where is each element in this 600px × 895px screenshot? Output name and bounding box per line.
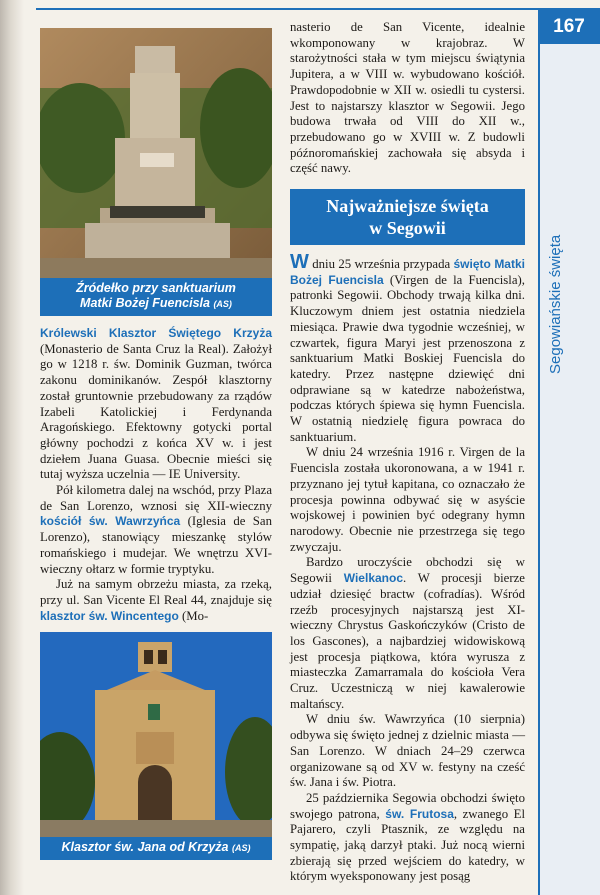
left-column <box>40 28 272 860</box>
fountain-image <box>40 28 272 278</box>
monastery-photo-caption <box>40 837 272 860</box>
san-frutos-paragraph <box>290 791 525 885</box>
side-section-label: Segowiańskie święta <box>547 234 564 374</box>
san-vicente-paragraph <box>40 577 272 624</box>
san-lorenzo-feast-paragraph: W dniu św. Wawrzyńca (10 sierpnia) odbywa się święto jednej z dzielnic miasta — San Lorenzo. W dniach 24–29 czerwca organizowane są od XV w. festyny na cześć św. Jana i św. Piotra. <box>290 712 525 790</box>
paragraph-text: . W procesji bierze udział dziesięć bractw (cofradías). Wśród rzeźb procesyjnych najstarszą jest XI-wieczny Chrystus Gaskończyków (Cristo de los Gascones), a najbardziej widowiskową jest procesja piątkowa, która wyrusza z miasteczka Zamarramala do kościoła Vera Cruz. Uczestniczą w niej kawalerowie maltańscy. <box>290 571 525 711</box>
side-tab <box>538 44 600 895</box>
paragraph-text: Pół kilometra dalej na wschód, przy Plaza de San Lorenzo, wznosi się XII-wieczny <box>40 483 272 513</box>
santa-cruz-paragraph <box>40 326 272 483</box>
paragraph-text: dniu 25 września przypada <box>308 257 454 272</box>
paragraph-text: Już na samym obrzeżu miasta, za rzeką, przy ul. San Vicente El Real 44, znajduje się <box>40 577 272 607</box>
paragraph-text: Bardzo uroczyście obchodzi się w Segowii <box>290 555 525 586</box>
paragraph-text: (Iglesia de San Lorenzo), stanowiący mieszankę stylów romańskiego i mudejar. We wnętrzu XVI-wieczny ołtarz w formie tryptyku. <box>40 514 272 576</box>
fountain-photo <box>40 28 272 278</box>
paragraph-text: , zwanego El Pajarero, czyli Ptasznik, ze względu na sympatię, jaką darzył ptaki. Już nocą wierni zbierają się przed wejściem do katedry, w którym wyeksponowany jest posąg <box>290 806 525 884</box>
drop-cap: W <box>290 251 309 274</box>
easter-link: Wielkanoc <box>343 571 403 586</box>
coronation-paragraph: W dniu 24 września 1916 r. Virgen de la Fuencisla została ukoronowana, a w 1941 r. przyznano jej tytuł kapitana, co oznaczało że procesja powinna odbywać się w asyście wojskowej i powinien być odegrany hymn narodowy. Obecnie nie przestrzega się tego zwyczaju. <box>290 445 525 554</box>
section-heading <box>290 189 525 245</box>
paragraph-text: (Mo- <box>178 608 209 623</box>
photo-credit: (AS) <box>231 843 251 854</box>
book-gutter <box>0 0 24 895</box>
fountain-photo-caption <box>40 278 272 316</box>
caption-line: Źródełko przy sanktuarium <box>76 281 236 295</box>
monastery-image <box>40 632 272 837</box>
san-lorenzo-paragraph <box>40 483 272 577</box>
caption-line: Klasztor św. Jana od Krzyża <box>61 840 229 855</box>
fuencisla-link: święto Matki Bożej Fuencisla <box>290 257 525 287</box>
san-lorenzo-link: kościół św. Wawrzyńca <box>40 514 181 529</box>
san-vicente-continued-paragraph: nasterio de San Vicente, idealnie wkomponowany w krajobraz. W starożytności stała w tym miejscu świątynia Jupitera, a w VIII w. wybudowano kościół. Prawdopodobnie w XII w. osiedli tu cystersi. Jest to najstarszy klasztor w Segowii. Jego budowa trwała od VIII do XII w., przebudowano go w XVIII w. Z budowli późnoromańskiej zachowała się absyda i część nawy. <box>290 20 525 176</box>
paragraph-text: 25 października Segowia obchodzi święto swojego patrona, <box>290 790 525 821</box>
santa-cruz-link: Królewski Klasztor Świętego Krzyża <box>40 326 272 340</box>
fuencisla-paragraph <box>290 251 525 445</box>
page-number: 167 <box>538 10 600 44</box>
paragraph-text: (Virgen de la Fuencisla), patronki Segowii. Obchody trwają kilka dni. Kluczowym dniem jest ostatnia niedziela miesiąca. Prawie dwa tygodnie wcześniej, w czwartek, figura Maryi jest przenoszona z sanktuarium Matki Boskiej Fuencisla do katedry. Przez następne dziewięć dni odprawiane są w katedrze nabożeństwa, podczas których śpiewa się hymn Fuencisla. W ostatnią niedzielę figura powraca do sanktuarium. <box>290 272 525 444</box>
easter-paragraph <box>290 555 525 712</box>
photo-credit: (AS) <box>213 299 232 309</box>
header-rule <box>36 8 600 10</box>
heading-line: w Segowii <box>369 218 446 239</box>
san-vicente-link: klasztor św. Wincentego <box>40 608 179 623</box>
right-column <box>290 20 525 885</box>
paragraph-text: (Monasterio de Santa Cruz la Real). Założył go w 1218 r. św. Dominik Guzman, twórca zakonu dominikanów. Zespół klasztorny został gruntownie przebudowany za rządów Izabeli Katolickiej i Ferdynanda Aragońskiego. Efektowny gotycki portal główny pochodzi z końca XV w. i jest dziełem Juana Guasa. Obecnie mieści się tutaj wyższa uczelnia — IE University. <box>40 341 272 482</box>
san-frutos-link: św. Frutosa <box>385 806 454 821</box>
heading-line: Najważniejsze święta <box>326 196 489 217</box>
monastery-photo <box>40 632 272 837</box>
caption-line: Matki Bożej Fuencisla <box>80 296 210 310</box>
